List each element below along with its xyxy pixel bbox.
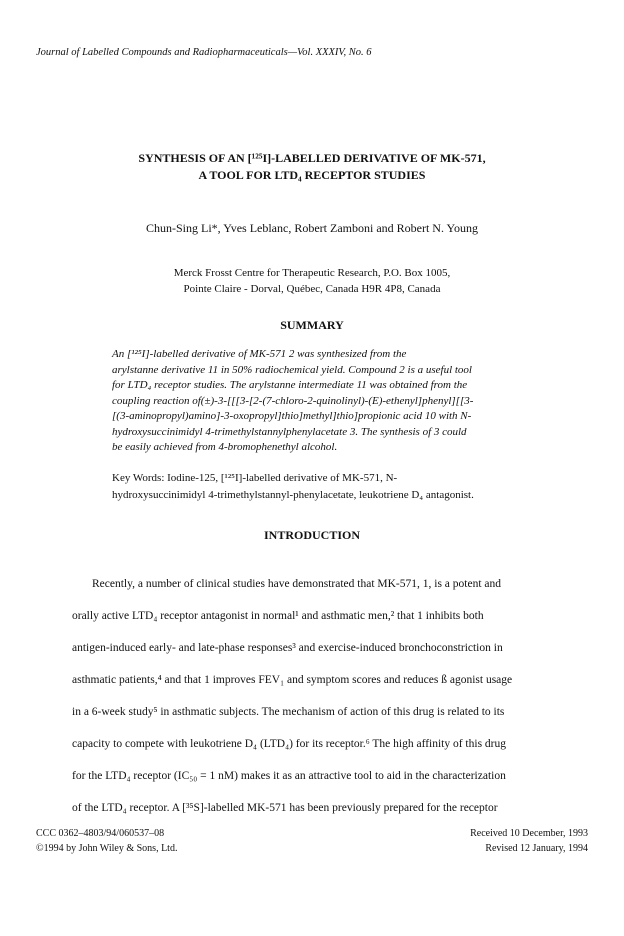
footer-ccc: CCC 0362–4803/94/060537–08 bbox=[36, 828, 165, 839]
summary-line: [(3-aminopropyl)amino]-3-oxopropyl]thio]methyl]thio]propionic acid 10 with N- bbox=[112, 410, 472, 422]
summary-line: coupling reaction of(±)-3-[[[3-[2-(7-chloro-2-quinolinyl)-(E)-ethenyl]phenyl][[3- bbox=[112, 394, 474, 407]
keywords-line-1: Key Words: Iodine-125, [¹²⁵I]-labelled derivative of MK-571, N- bbox=[112, 472, 398, 484]
footer-copyright bbox=[36, 826, 177, 856]
summary-line: hydroxysuccinimidyl 4-trimethylstannylphenylacetate 3. The synthesis of 3 could bbox=[112, 425, 467, 438]
body-line: in a 6-week study⁵ in asthmatic subjects. The mechanism of action of this drug is related to its bbox=[72, 706, 505, 718]
footer-copyright-line: ©1994 by John Wiley & Sons, Ltd. bbox=[36, 843, 178, 854]
body-line: of the LTD₄ receptor. A [³⁵S]-labelled MK-571 has been previously prepared for the receptor bbox=[72, 802, 498, 814]
summary-text bbox=[112, 347, 512, 456]
affiliation bbox=[0, 265, 624, 297]
footer-received-date: Received 10 December, 1993 bbox=[470, 828, 588, 839]
summary-line: be easily achieved from 4-bromophenethyl alcohol. bbox=[112, 441, 338, 453]
body-line: antigen-induced early- and late-phase responses³ and exercise-induced bronchoconstriction in bbox=[72, 642, 503, 654]
introduction-heading: INTRODUCTION bbox=[263, 528, 360, 542]
summary-line: for LTD₄ receptor studies. The arylstanne intermediate 11 was obtained from the bbox=[112, 379, 468, 391]
keywords-line-2: hydroxysuccinimidyl 4-trimethylstannyl-phenylacetate, leukotriene D₄ antagonist. bbox=[112, 489, 474, 501]
summary-line: arylstanne derivative 11 in 50% radiochemical yield. Compound 2 is a useful tool bbox=[112, 363, 472, 376]
footer-received bbox=[470, 826, 588, 856]
author-list: Chun-Sing Li*, Yves Leblanc, Robert Zamboni and Robert N. Young bbox=[146, 221, 478, 235]
footer-revised-date: Revised 12 January, 1994 bbox=[485, 843, 588, 854]
body-line: for the LTD₄ receptor (IC₅₀ = 1 nM) makes it as an attractive tool to aid in the characterization bbox=[72, 770, 506, 782]
journal-header: Journal of Labelled Compounds and Radiopharmaceuticals—Vol. XXXIV, No. 6 bbox=[36, 47, 372, 58]
affiliation-line-2: Pointe Claire - Dorval, Québec, Canada H9R 4P8, Canada bbox=[183, 283, 441, 295]
keywords bbox=[112, 470, 512, 504]
body-line: orally active LTD₄ receptor antagonist in normal¹ and asthmatic men,² that 1 inhibits both bbox=[72, 610, 484, 622]
body-line: asthmatic patients,⁴ and that 1 improves FEV₁ and symptom scores and reduces ß agonist usage bbox=[72, 674, 513, 686]
body-line: Recently, a number of clinical studies have demonstrated that MK-571, 1, is a potent and bbox=[92, 578, 501, 590]
title-line-1: SYNTHESIS OF AN [¹²⁵I]-LABELLED DERIVATIVE OF MK-571, bbox=[138, 151, 486, 165]
summary-line: An [¹²⁵I]-labelled derivative of MK-571 2 was synthesized from the bbox=[112, 348, 407, 360]
body-line: capacity to compete with leukotriene D₄ (LTD₄) for its receptor.⁶ The high affinity of this drug bbox=[72, 738, 507, 750]
title-line-2: A TOOL FOR LTD₄ RECEPTOR STUDIES bbox=[198, 168, 426, 182]
affiliation-line-1: Merck Frosst Centre for Therapeutic Research, P.O. Box 1005, bbox=[173, 267, 451, 279]
summary-heading: SUMMARY bbox=[280, 318, 344, 332]
